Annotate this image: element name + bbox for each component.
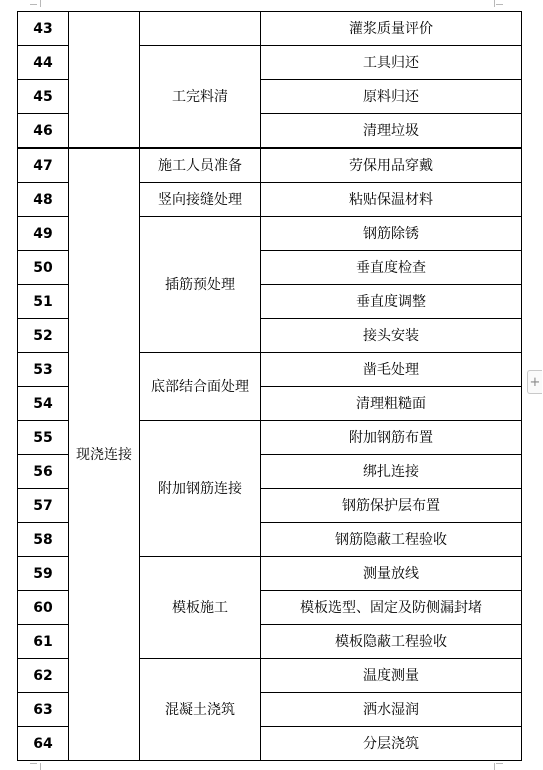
- task-cell: 垂直度检查: [261, 251, 522, 285]
- row-number: 49: [18, 217, 69, 251]
- row-number: 64: [18, 727, 69, 761]
- task-cell: 钢筋除锈: [261, 217, 522, 251]
- process-cell: 插筋预处理: [140, 217, 261, 353]
- process-cell: 混凝土浇筑: [140, 659, 261, 761]
- table-row: [18, 148, 522, 183]
- row-number: 60: [18, 591, 69, 625]
- process-cell: 工完料清: [140, 46, 261, 149]
- crop-mark: [30, 4, 37, 5]
- task-cell: 原料归还: [261, 80, 522, 114]
- process-table: [17, 11, 522, 761]
- row-number: 43: [18, 12, 69, 46]
- task-cell: 凿毛处理: [261, 353, 522, 387]
- row-number: 47: [18, 148, 69, 183]
- task-cell: 灌浆质量评价: [261, 12, 522, 46]
- row-number: 59: [18, 557, 69, 591]
- crop-mark: [494, 763, 495, 770]
- task-cell: 垂直度调整: [261, 285, 522, 319]
- table-row: [18, 12, 522, 46]
- row-number: 48: [18, 183, 69, 217]
- process-cell: 附加钢筋连接: [140, 421, 261, 557]
- row-number: 52: [18, 319, 69, 353]
- stage-cell-empty: [69, 12, 140, 149]
- row-number: 53: [18, 353, 69, 387]
- task-cell: 附加钢筋布置: [261, 421, 522, 455]
- task-cell: 绑扎连接: [261, 455, 522, 489]
- row-number: 44: [18, 46, 69, 80]
- crop-mark: [496, 763, 503, 764]
- row-number: 55: [18, 421, 69, 455]
- process-cell-empty: [140, 12, 261, 46]
- task-cell: 清理垃圾: [261, 114, 522, 149]
- row-number: 56: [18, 455, 69, 489]
- task-cell: 接头安装: [261, 319, 522, 353]
- row-number: 51: [18, 285, 69, 319]
- crop-mark: [40, 763, 41, 770]
- crop-mark: [40, 0, 41, 7]
- task-cell: 工具归还: [261, 46, 522, 80]
- row-number: 61: [18, 625, 69, 659]
- task-cell: 测量放线: [261, 557, 522, 591]
- process-cell: 模板施工: [140, 557, 261, 659]
- task-cell: 温度测量: [261, 659, 522, 693]
- row-number: 62: [18, 659, 69, 693]
- task-cell: 粘贴保温材料: [261, 183, 522, 217]
- task-cell: 钢筋保护层布置: [261, 489, 522, 523]
- task-cell: 钢筋隐蔽工程验收: [261, 523, 522, 557]
- row-number: 54: [18, 387, 69, 421]
- stage-cell: 现浇连接: [69, 148, 140, 761]
- task-cell: 劳保用品穿戴: [261, 148, 522, 183]
- task-cell: 清理粗糙面: [261, 387, 522, 421]
- row-number: 50: [18, 251, 69, 285]
- process-cell: 施工人员准备: [140, 148, 261, 183]
- row-number: 46: [18, 114, 69, 149]
- row-number: 58: [18, 523, 69, 557]
- add-row-handle-icon[interactable]: +: [527, 370, 542, 394]
- crop-mark: [496, 4, 503, 5]
- row-number: 63: [18, 693, 69, 727]
- process-cell: 底部结合面处理: [140, 353, 261, 421]
- row-number: 45: [18, 80, 69, 114]
- crop-mark: [494, 0, 495, 7]
- task-cell: 分层浇筑: [261, 727, 522, 761]
- task-cell: 模板隐蔽工程验收: [261, 625, 522, 659]
- row-number: 57: [18, 489, 69, 523]
- crop-mark: [30, 763, 37, 764]
- task-cell: 洒水湿润: [261, 693, 522, 727]
- task-cell: 模板选型、固定及防侧漏封堵: [261, 591, 522, 625]
- process-cell: 竖向接缝处理: [140, 183, 261, 217]
